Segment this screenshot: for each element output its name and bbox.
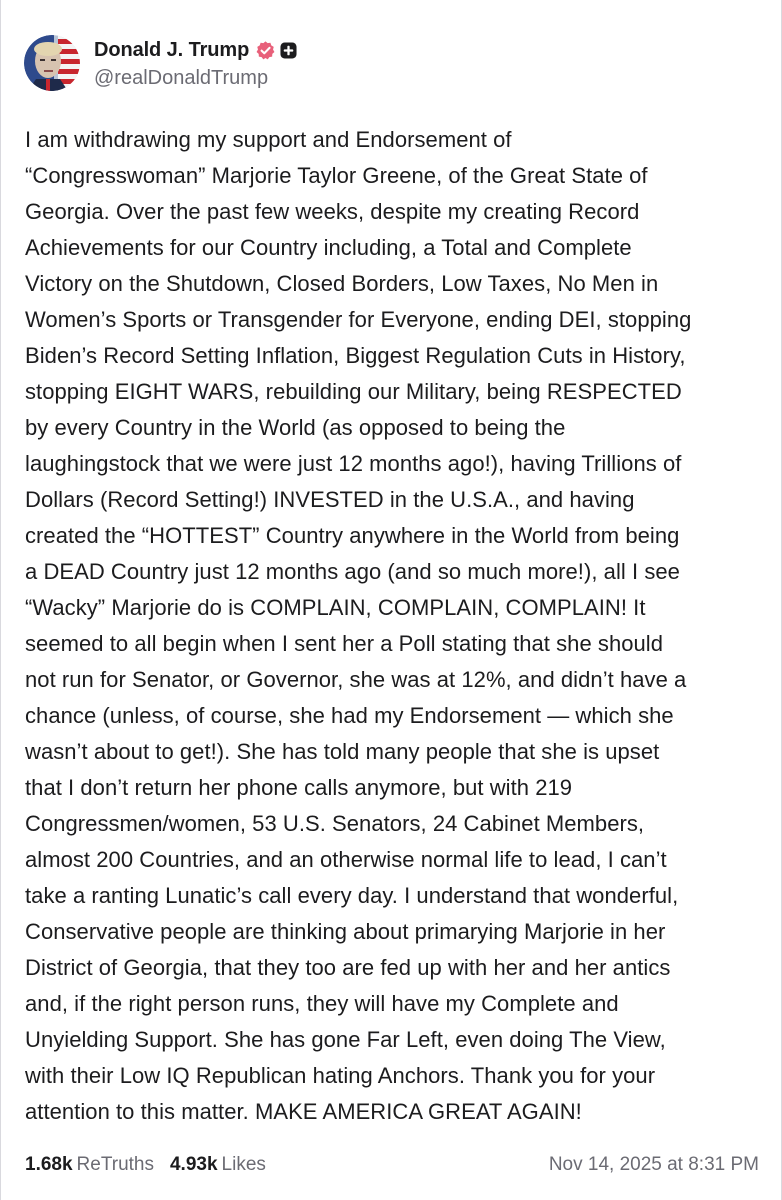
- avatar[interactable]: [24, 35, 80, 91]
- author-identity: [94, 37, 297, 90]
- card-border-left: [0, 0, 1, 1200]
- retruths-label: ReTruths: [76, 1154, 154, 1175]
- post-body-text: I am withdrawing my support and Endorsement of “Congresswoman” Marjorie Taylor Greene, of the Great State of Georgia. Over the past few weeks, despite my creating Record Achievements for our Country including, a Total and Complete Victory on the Shutdown, Closed Borders, Low Taxes, No Men in Women’s Sports or Transgender for Everyone, ending DEI, stopping Biden’s Record Setting Inflation, Biggest Regulation Cuts in History, stopping EIGHT WARS, rebuilding our Military, being RESPECTED by every Country in the World (as opposed to being the laughingstock that we were just 12 months ago!), having Trillions of Dollars (Record Setting!) INVESTED in the U.S.A., and having created the “HOTTEST” Country anywhere in the World from being a DEAD Country just 12 months ago (and so much more!), all I see “Wacky” Marjorie do is COMPLAIN, COMPLAIN, COMPLAIN! It seemed to all begin when I sent her a Poll stating that she should not run for Senator, or Governor, she was at 12%, and didn’t have a chance (unless, of course, she had my Endorsement — which she wasn’t about to get!). She has told many people that she is upset that I don’t return her phone calls anymore, but with 219 Congressmen/women, 53 U.S. Senators, 24 Cabinet Members, almost 200 Countries, and an otherwise normal life to lead, I can’t take a ranting Lunatic’s call every day. I understand that wonderful, Conservative people are thinking about primarying Marjorie in her District of Georgia, that they too are fed up with her and her antics and, if the right person runs, they will have my Complete and Unyielding Support. She has gone Far Left, even doing The View, with their Low IQ Republican hating Anchors. Thank you for your attention to this matter. MAKE AMERICA GREAT AGAIN!: [25, 127, 692, 1124]
- retruths-count: 1.68k: [25, 1154, 73, 1175]
- likes-stat[interactable]: [170, 1154, 266, 1176]
- retruths-stat[interactable]: [25, 1154, 154, 1176]
- avatar-portrait-flag-icon: [24, 35, 80, 91]
- verified-badge-icon: [255, 40, 276, 61]
- post-header: [24, 34, 297, 92]
- post-footer: [25, 1150, 759, 1180]
- name-row: [94, 37, 297, 65]
- plus-icon: [280, 42, 297, 59]
- likes-count: 4.93k: [169, 1154, 218, 1175]
- post-timestamp[interactable]: Nov 14, 2025 at 8:31 PM: [548, 1154, 759, 1175]
- author-handle[interactable]: @realDonaldTrump: [94, 66, 269, 89]
- author-display-name[interactable]: Donald J. Trump: [94, 39, 250, 61]
- likes-label: Likes: [221, 1154, 266, 1175]
